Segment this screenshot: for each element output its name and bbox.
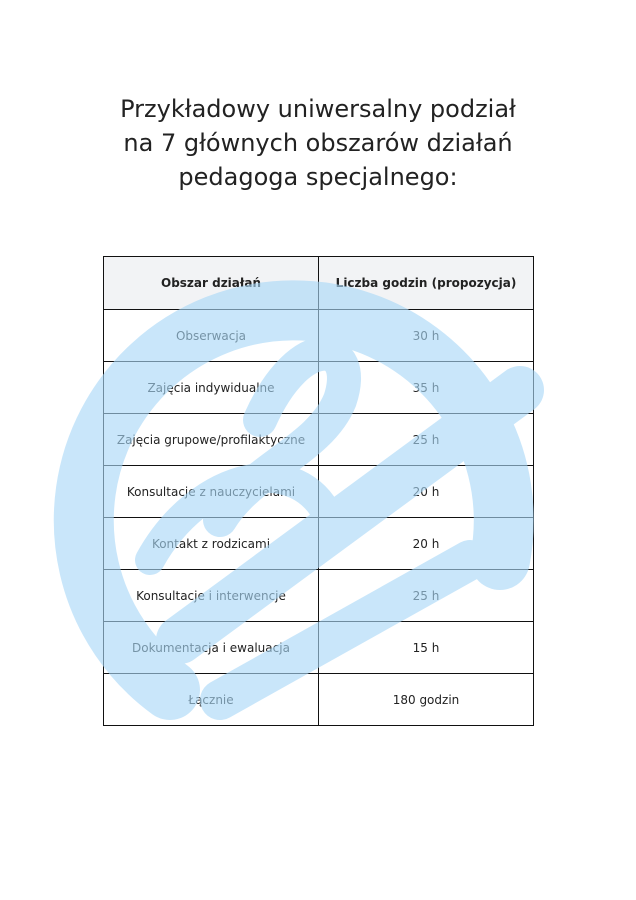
table-row-total [104, 674, 534, 726]
area-cell: Obserwacja [104, 310, 319, 362]
hours-cell: 20 h [319, 518, 534, 570]
area-cell: Konsultacje i interwencje [104, 570, 319, 622]
table-row [104, 362, 534, 414]
total-hours-cell: 180 godzin [319, 674, 534, 726]
table-row [104, 310, 534, 362]
area-cell: Zajęcia grupowe/profilaktyczne [104, 414, 319, 466]
table-header-row [104, 257, 534, 310]
hours-cell: 25 h [319, 570, 534, 622]
table-row [104, 622, 534, 674]
hours-cell: 15 h [319, 622, 534, 674]
table-row [104, 466, 534, 518]
table-row [104, 518, 534, 570]
title-line: na 7 głównych obszarów działań [123, 129, 513, 157]
page-title [0, 92, 636, 194]
hours-cell: 35 h [319, 362, 534, 414]
table-row [104, 414, 534, 466]
table-row [104, 570, 534, 622]
column-header: Obszar działań [104, 257, 319, 310]
title-line: Przykładowy uniwersalny podział [120, 95, 516, 123]
hours-cell: 30 h [319, 310, 534, 362]
hours-cell: 20 h [319, 466, 534, 518]
hours-cell: 25 h [319, 414, 534, 466]
title-line: pedagoga specjalnego: [178, 163, 458, 191]
area-cell: Dokumentacja i ewaluacja [104, 622, 319, 674]
column-header: Liczba godzin (propozycja) [319, 257, 534, 310]
hours-table [103, 256, 534, 726]
area-cell: Kontakt z rodzicami [104, 518, 319, 570]
area-cell: Konsultacje z nauczycielami [104, 466, 319, 518]
total-label-cell: Łącznie [104, 674, 319, 726]
area-cell: Zajęcia indywidualne [104, 362, 319, 414]
